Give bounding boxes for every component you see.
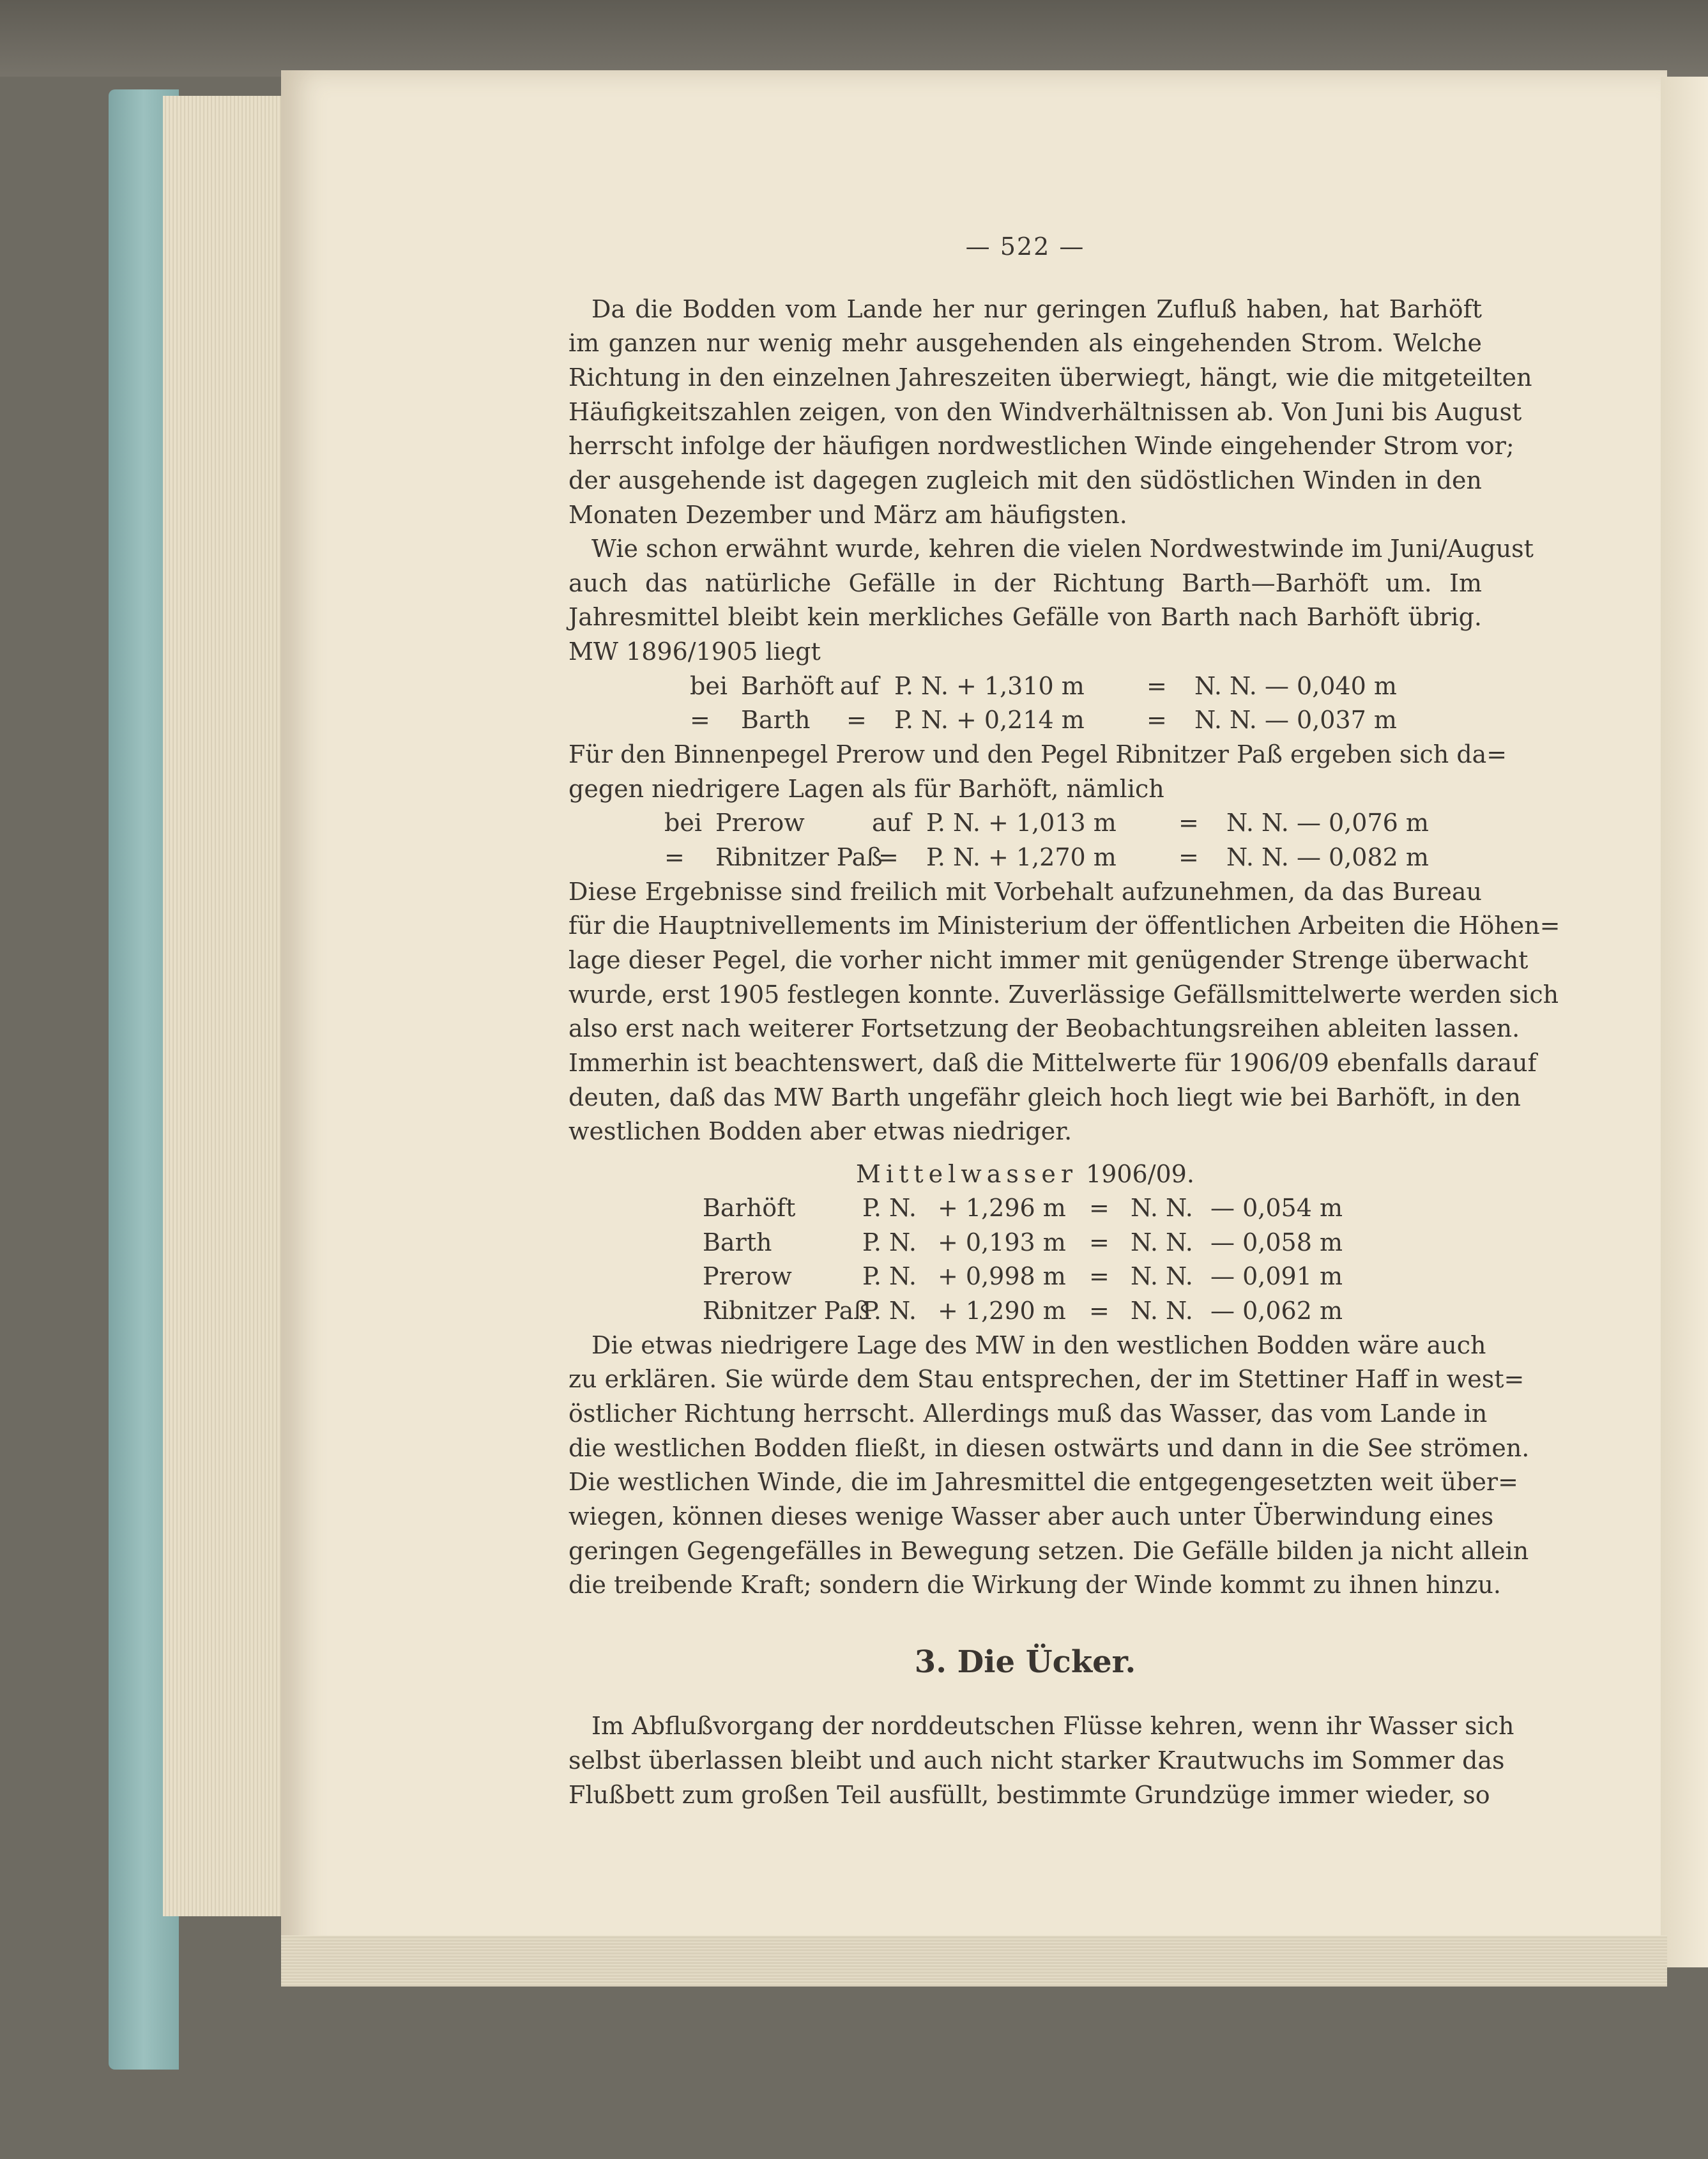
table-cell-nn-value: — 0,062 m	[1210, 1297, 1343, 1325]
paragraph-line: lage dieser Pegel, die vorher nicht immer mit genügender Strenge überwacht	[568, 946, 1529, 974]
paragraph-line: Monaten Dezember und März am häufigsten.	[568, 501, 1127, 529]
paragraph-line: zu erklären. Sie würde dem Stau entsprechen, der im Stettiner Haff in west=	[568, 1365, 1525, 1393]
table-cell-nn-value: — 0,058 m	[1210, 1228, 1343, 1256]
row-nn-value: N. N. — 0,076 m	[1226, 809, 1429, 837]
paragraph-line: MW 1896/1905 liegt	[568, 637, 821, 666]
paragraph-line: Wie schon erwähnt wurde, kehren die vielen Nordwestwinde im Juni/August	[591, 535, 1534, 563]
row-pn-value: P. N. + 1,310 m	[894, 672, 1085, 700]
table-cell-equals: =	[1089, 1297, 1109, 1325]
paragraph-line: Immerhin ist beachtenswert, daß die Mittelwerte für 1906/09 ebenfalls darauf	[568, 1049, 1537, 1077]
paragraph-line: Jahresmittel bleibt kein merkliches Gefälle von Barth nach Barhöft übrig.	[568, 603, 1482, 631]
paragraph-line: der ausgehende ist dagegen zugleich mit den südöstlichen Winden in den	[568, 466, 1482, 494]
paragraph-line: die westlichen Bodden fließt, in diesen ostwärts und dann in die See strömen.	[568, 1434, 1530, 1462]
table-cell-pn: P. N.	[862, 1297, 917, 1325]
row-pn-value: P. N. + 1,013 m	[926, 809, 1117, 837]
paragraph-line: selbst überlassen bleibt und auch nicht starker Krautwuchs im Sommer das	[568, 1746, 1505, 1774]
paragraph-line: Im Abflußvorgang der norddeutschen Flüsse kehren, wenn ihr Wasser sich	[591, 1712, 1514, 1740]
row-nn-value: N. N. — 0,037 m	[1194, 706, 1397, 734]
table-cell-equals: =	[1089, 1262, 1109, 1290]
table-cell-nn-value: — 0,054 m	[1210, 1194, 1343, 1222]
paragraph-line: die treibende Kraft; sondern die Wirkung der Winde kommt zu ihnen hinzu.	[568, 1571, 1501, 1599]
row-station: Barth	[741, 706, 811, 734]
table-cell-nn-value: — 0,091 m	[1210, 1262, 1343, 1290]
table-cell-pn-value: + 0,193 m	[938, 1228, 1066, 1256]
table-cell-pn-value: + 1,290 m	[938, 1297, 1066, 1325]
paragraph-line: östlicher Richtung herrscht. Allerdings muß das Wasser, das vom Lande in	[568, 1400, 1488, 1428]
paragraph-line: gegen niedrigere Lagen als für Barhöft, nämlich	[568, 775, 1164, 803]
row-station: Barhöft	[741, 672, 834, 700]
table-cell-nn: N. N.	[1131, 1297, 1193, 1325]
table-title-year: 1906/09.	[1086, 1160, 1194, 1188]
paragraph-line: Für den Binnenpegel Prerow und den Pegel Ribnitzer Paß ergeben sich da=	[568, 740, 1507, 768]
paragraph-line: wurde, erst 1905 festlegen konnte. Zuverlässige Gefällsmittelwerte werden sich	[568, 980, 1559, 1009]
paragraph-line: Die westlichen Winde, die im Jahresmittel die entgegengesetzten weit über=	[568, 1468, 1518, 1496]
paragraph-line: deuten, daß das MW Barth ungefähr gleich hoch liegt wie bei Barhöft, in den	[568, 1083, 1521, 1111]
facing-page-edge	[1661, 77, 1708, 1967]
page-stack-bottom	[281, 1935, 1667, 1987]
paragraph-line: westlichen Bodden aber etwas niedriger.	[568, 1117, 1072, 1145]
table-cell-pn-value: + 0,998 m	[938, 1262, 1066, 1290]
paragraph-line: geringen Gegengefälles in Bewegung setzen. Die Gefälle bilden ja nicht allein	[568, 1537, 1529, 1565]
scan-backdrop	[0, 0, 1708, 77]
page-number: — 522 —	[965, 233, 1085, 261]
row-equals: =	[1147, 672, 1167, 700]
paragraph-line: also erst nach weiterer Fortsetzung der Beobachtungsreihen ableiten lassen.	[568, 1014, 1520, 1042]
row-station: Prerow	[715, 809, 805, 837]
paragraph-line: Flußbett zum großen Teil ausfüllt, bestimmte Grundzüge immer wieder, so	[568, 1781, 1490, 1809]
table-cell-pn: P. N.	[862, 1194, 917, 1222]
paragraph-line: Die etwas niedrigere Lage des MW in den westlichen Bodden wäre auch	[591, 1331, 1486, 1359]
paragraph-line: für die Hauptnivellements im Ministerium der öffentlichen Arbeiten die Höhen=	[568, 912, 1560, 940]
table-cell-station: Barhöft	[703, 1194, 796, 1222]
table-title-text: Mittelwasser	[856, 1160, 1078, 1188]
table-cell-pn-value: + 1,296 m	[938, 1194, 1066, 1222]
row-nn-value: N. N. — 0,040 m	[1194, 672, 1397, 700]
row-pn-value: P. N. + 1,270 m	[926, 843, 1117, 871]
row-equals: =	[1178, 843, 1199, 871]
row-prefix: bei	[664, 809, 702, 837]
paragraph-line: wiegen, können dieses wenige Wasser aber auch unter Überwindung eines	[568, 1502, 1494, 1530]
section-heading: 3. Die Ücker.	[914, 1644, 1136, 1680]
row-station: Ribnitzer Paß	[715, 843, 883, 871]
paragraph-line: Häufigkeitszahlen zeigen, von den Windverhältnissen ab. Von Juni bis August	[568, 398, 1522, 426]
row-prefix: =	[664, 843, 685, 871]
table-cell-nn: N. N.	[1131, 1228, 1193, 1256]
paragraph-line: herrscht infolge der häufigen nordwestlichen Winde eingehender Strom vor;	[568, 432, 1514, 460]
table-cell-station: Prerow	[703, 1262, 792, 1290]
table-cell-station: Ribnitzer Paß	[703, 1297, 870, 1325]
row-prefix: =	[690, 706, 710, 734]
row-pn-value: P. N. + 0,214 m	[894, 706, 1085, 734]
table-cell-station: Barth	[703, 1228, 772, 1256]
row-equals: =	[1147, 706, 1167, 734]
row-nn-value: N. N. — 0,082 m	[1226, 843, 1429, 871]
table-cell-pn: P. N.	[862, 1228, 917, 1256]
paragraph-line: im ganzen nur wenig mehr ausgehenden als eingehenden Strom. Welche	[568, 329, 1482, 357]
paragraph-line: Richtung in den einzelnen Jahreszeiten überwiegt, hängt, wie die mitgeteilten	[568, 363, 1532, 392]
table-cell-equals: =	[1089, 1228, 1109, 1256]
page-stack	[163, 96, 291, 1916]
row-prefix: bei	[690, 672, 728, 700]
table-cell-equals: =	[1089, 1194, 1109, 1222]
table-cell-pn: P. N.	[862, 1262, 917, 1290]
paragraph-line: Diese Ergebnisse sind freilich mit Vorbehalt aufzunehmen, da das Bureau	[568, 878, 1482, 906]
row-equals: =	[1178, 809, 1199, 837]
row-auf: =	[878, 843, 899, 871]
paragraph-line: Da die Bodden vom Lande her nur geringen Zufluß haben, hat Barhöft	[591, 295, 1482, 323]
paragraph-line: auch das natürliche Gefälle in der Richtung Barth—Barhöft um. Im	[568, 569, 1482, 597]
row-auf: auf	[840, 672, 880, 700]
row-auf: auf	[872, 809, 911, 837]
table-cell-nn: N. N.	[1131, 1262, 1193, 1290]
row-auf: =	[846, 706, 867, 734]
table-cell-nn: N. N.	[1131, 1194, 1193, 1222]
